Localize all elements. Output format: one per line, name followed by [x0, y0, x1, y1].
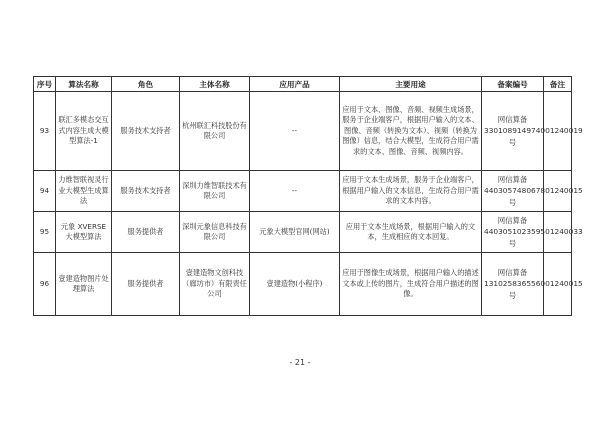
cell-algorithm-name: 联汇多模态交互式内容生成大模型算法-1 — [56, 92, 112, 171]
cell-main-purpose: 应用于图像生成场景，根据用户输入的描述文本或上传的图片，生成符合用户描述的图像。 — [340, 253, 482, 316]
cell-seq: 93 — [34, 92, 56, 171]
cell-seq: 96 — [34, 253, 56, 316]
cell-main-purpose: 应用于文本、图像、音频、视频生成场景，服务于企业端客户，根据用户输入的文本、图像、音频（转换为文本）、视频（转换为图像）信息，结合大模型，生成符合用户需求的文本、图像、音频、视频内容。 — [340, 92, 482, 171]
cell-algorithm-name: 壹建造物图片处理算法 — [56, 253, 112, 316]
page-number: - 21 - — [289, 358, 311, 367]
cell-role: 服务技术支持者 — [112, 92, 180, 171]
cell-seq: 94 — [34, 171, 56, 212]
header-filing-number: 备案编号 — [482, 77, 544, 92]
cell-main-purpose: 应用于文本生成场景，服务于企业端客户，根据用户输入的文本信息，生成符合用户需求的文本内容。 — [340, 171, 482, 212]
filing-number-text: 网信算备 131025836556001240015 号 — [484, 268, 583, 300]
table-row — [34, 92, 572, 171]
cell-entity-name: 壹建造物文创科技（廊坊市）有限责任公司 — [180, 253, 250, 316]
table-row — [34, 212, 572, 253]
algorithm-registry-table — [33, 76, 583, 316]
cell-algorithm-name: 元象 XVERSE 大模型算法 — [56, 212, 112, 253]
cell-filing-number — [482, 171, 583, 212]
header-main-purpose: 主要用途 — [340, 77, 482, 92]
cell-role: 服务技术支持者 — [112, 171, 180, 212]
cell-application-product: -- — [250, 171, 340, 212]
cell-filing-number — [482, 92, 583, 171]
cell-main-purpose: 应用于文本生成场景，根据用户输入的文本，生成相应的文本回复。 — [340, 212, 482, 253]
cell-seq: 95 — [34, 212, 56, 253]
table-row — [34, 253, 572, 316]
header-algorithm-name: 算法名称 — [56, 77, 112, 92]
cell-role: 服务提供者 — [112, 253, 180, 316]
filing-number-text: 网信算备 440305748067801240015 号 — [484, 175, 583, 207]
cell-entity-name: 杭州联汇科技股份有限公司 — [180, 92, 250, 171]
cell-filing-number — [482, 253, 583, 316]
header-application-product: 应用产品 — [250, 77, 340, 92]
header-seq: 序号 — [34, 77, 56, 92]
cell-application-product: -- — [250, 92, 340, 171]
cell-filing-number — [482, 212, 583, 253]
cell-role: 服务提供者 — [112, 212, 180, 253]
cell-algorithm-name: 力维智联视灵行业大模型生成算法 — [56, 171, 112, 212]
table-row — [34, 171, 572, 212]
filing-number-text: 网信算备 330108914974001240019 号 — [484, 115, 583, 147]
header-role: 角色 — [112, 77, 180, 92]
cell-entity-name: 深圳元象信息科技有限公司 — [180, 212, 250, 253]
cell-entity-name: 深圳力维智联技术有限公司 — [180, 171, 250, 212]
header-entity-name: 主体名称 — [180, 77, 250, 92]
header-note: 备注 — [544, 77, 572, 92]
cell-application-product: 元象大模型官网(网站) — [250, 212, 340, 253]
cell-application-product: 壹建造物(小程序) — [250, 253, 340, 316]
filing-number-text: 网信算备 440305102359501240033 号 — [484, 216, 583, 248]
table-header-row — [34, 77, 572, 92]
